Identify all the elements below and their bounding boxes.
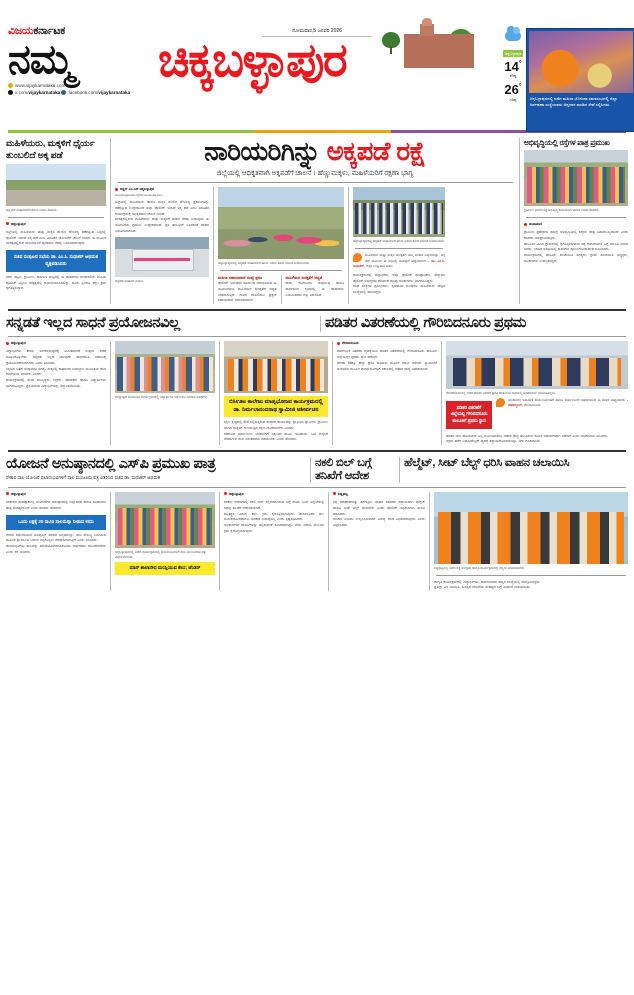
divider (355, 248, 443, 249)
s2-column-1 (6, 341, 106, 445)
website-url: www.vijaykarnataka.com (15, 82, 66, 88)
max-temperature: 26° (504, 82, 522, 98)
column-divider (429, 492, 430, 591)
weather-badge: ಚಿಕ್ಕಬಳ್ಳಾಪುರ (504, 51, 522, 56)
lead-left-headline: ಮಹಿಳೆಯರು, ಮಕ್ಕಳಿಗೆ ಧೈರ್ಯ ತುಂಬಲಿದೆ ಅಕ್ಕ ಪಡೆ (6, 138, 95, 160)
subhead-1: ಮಹಿಳಾ ಸಹಾಯವಾಣಿ ಸಂಖ್ಯೆ ಪ್ರಕಟ (218, 276, 263, 281)
divider (8, 336, 626, 337)
main-photo (218, 187, 344, 259)
column-divider (519, 138, 520, 304)
lead-left-photo (6, 164, 106, 206)
fort-dome (422, 18, 432, 26)
divider (8, 217, 104, 218)
s2-col3-body-2: ಶೇಕಡಾ 98ಕ್ಕೂ ಹೆಚ್ಚು ಪ್ರಗತಿ ಸಾಧಿಸುವ ಮೂಲಕ ಗಮನ ಸೆಳೆದಿದೆ. ನ್ಯಾಯಬೆಲೆ ಅಂಗಡಿಗಳ ಮೂಲಕ ಫಲಾನುಭವಿಗಳಿಗೆ ಸಕಾಲದಲ್ಲಿ ಆಹಾರ ಧಾನ್ಯ ವಿತರಿಸಲಾಗಿದೆ. (337, 360, 437, 371)
s3-photo-1 (115, 492, 215, 548)
lead-right-photo-caption: ಗ್ರಾಮೀಣ ಭಾಗದ ರಸ್ತೆ ಅಭಿವೃದ್ಧಿ ಕಾಮಗಾರಿಗೆ ಚಾಲನೆ ನೀಡಿದ ಶಾಸಕರು. (524, 208, 600, 213)
weather-widget (500, 28, 526, 107)
s2-col3-body-1: ಸಾರ್ವಜನಿಕ ವಿತರಣಾ ವ್ಯವಸ್ಥೆಯಡಿ ಪಡಿತರ ವಿತರಣೆಯಲ್ಲಿ ಗೌರಿಬಿದನೂರು ತಾಲೂಕು ಜಿಲ್ಲೆಯಲ್ಲೇ ಪ್ರಥಮ ಸ್ಥಾನ ಪಡೆದಿದೆ. (337, 349, 437, 360)
column-divider (310, 457, 311, 483)
column-divider (348, 187, 349, 304)
min-temperature-label: ಕನಿಷ್ಠ (509, 74, 517, 79)
s3-col2-body-2: ತಪ್ಪಿತಸ್ಥರ ವಿರುದ್ಧ ಕಠಿಣ ಕ್ರಮ ಕೈಗೊಳ್ಳಲಾಗುವುದು. ಸಾರ್ವಜನಿಕರ ಹಣ ದುರುಪಯೋಗವಾಗಲು ಅವಕಾಶ ನೀಡುವುದಿಲ್ಲ ಎಂದು ಸ್ಪಷ್ಟಪಡಿಸಿದರು. (224, 511, 324, 522)
bullet-icon (337, 342, 340, 345)
section-two-headline-left: ಸನ್ನಡತೆ ಇಲ್ಲದ ಸಾಧನೆ ಪ್ರಯೋಜನವಿಲ್ಲ (6, 315, 180, 332)
s2-photo-left (115, 341, 215, 393)
lead-quote-text: ಮಹಿಳೆಯರ ಮತ್ತು ಮಕ್ಕಳ ಸುರಕ್ಷತೆಗೆ ನಮ್ಮ ಸರಕಾರ ಬದ್ಧವಾಗಿದ್ದು, ಅಕ್ಕ ಪಡೆ ಯೋಜನೆ ಈ ನಿಟ್ಟಿನಲ್ಲಿ ಮಹತ್ವದ ಹೆಜ್ಜೆಯಾಗಿದೆ. (365, 253, 445, 263)
s2-col5-split (446, 398, 628, 432)
s3-column-1 (6, 492, 106, 591)
ambulance-photo (115, 237, 209, 277)
lead-col3b (286, 275, 345, 304)
column-divider (320, 316, 321, 332)
lead-col4-body-2: ಸಂಘ ಸಂಸ್ಥೆಗಳ ಪ್ರತಿನಿಧಿಗಳು, ಸ್ವಸಹಾಯ ಗುಂಪುಗಳ ಮಹಿಳೆಯರು ಹೆಚ್ಚಿನ ಸಂಖ್ಯೆಯಲ್ಲಿ ಹಾಜರಿದ್ದರು. (353, 284, 445, 295)
section-three-headlines (6, 457, 628, 483)
s3-col4-body-2: ಪ್ರತಿಜ್ಞಾ ವಿಧಿ ಬೋಧಿಸಿ, ಸುರಕ್ಷಿತ ಚಾಲನೆಯ ಮಹತ್ವದ ಬಗ್ಗೆ ತಿಳಿವಳಿಕೆ ನೀಡಲಾಯಿತು. (434, 585, 531, 590)
tree-icon (382, 32, 400, 48)
column-divider (213, 187, 214, 304)
bullet-icon (333, 492, 336, 495)
s3-col3-body-2: ಸಂಚಾರಿ ನಿಯಮ ಉಲ್ಲಂಘಿಸುವವರ ವಿರುದ್ಧ ದಂಡ ವಿಧಿಸಲಾಗುವುದು ಎಂದು ಎಚ್ಚರಿಸಿದರು. (333, 517, 425, 528)
s3-subheadline-1: ನೇಕಾರ ಸಾಲ ಯೋಜನೆ ಫಲಾನುಭವಿಗಳಿಗೆ ಸಾಲ ಮಂಜೂರು ಪತ್ರ ವಿತರಿಸಿದ ಸಚಿವ ಡಾ. ಸುಧಾಕರ್ ಅಭಿಮತ (6, 475, 161, 481)
lead-right-body-1: ಗ್ರಾಮೀಣ ಪ್ರದೇಶಗಳ ಸಮಗ್ರ ಅಭಿವೃದ್ಧಿಯಲ್ಲಿ ರಸ್ತೆಗಳ ಪಾತ್ರ ಬಹುಮುಖ್ಯವಾಗಿದೆ ಎಂದು ಶಾಸಕರು ಅಭಿಪ್ರಾಯಪಟ್ಟರು. (524, 230, 628, 240)
s3-byline-1: ಚಿಕ್ಕಬಳ್ಳಾಪುರ (6, 492, 106, 497)
s3-col2-body-1: ಸರಕಾರಿ ಕಚೇರಿಗಳಲ್ಲಿ ನಕಲಿ ಬಿಲ್ ಸಲ್ಲಿಕೆಯಾಗಿರುವ ಬಗ್ಗೆ ದೂರು ಬಂದ ಹಿನ್ನೆಲೆಯಲ್ಲಿ ಸಮಗ್ರ ತನಿಖೆಗೆ ಆದೇಶಿಸಲಾಗಿದೆ. (224, 500, 324, 510)
s3-col1-body-1: ಸರಕಾರದ ಮಹತ್ವಾಕಾಂಕ್ಷಿ ಯೋಜನೆಗಳ ಅನುಷ್ಠಾನದಲ್ಲಿ ಜಿಲ್ಲಾಡಳಿತ ಹಾಗೂ ಅಧಿಕಾರಿಗಳ ಪಾತ್ರ ಮಹತ್ವದ್ದಾಗಿದೆ ಎಂದು ಸಚಿವರು ಹೇಳಿದರು. (6, 500, 106, 510)
s3-byline-2: ಚಿಕ್ಕಬಳ್ಳಾಪುರ (224, 492, 324, 497)
s3-headline-2: ನಕಲಿ ಬಿಲ್ ಬಗ್ಗೆ ತನಿಖೆಗೆ ಆದೇಶ (315, 457, 372, 483)
bullet-icon (224, 492, 227, 495)
s3-column-3 (224, 492, 324, 591)
subhead-2: ಮಹಿಳೆಯರ ಸುರಕ್ಷತೆಗೆ ಆದ್ಯತೆ (285, 276, 322, 281)
lead-right-photo (524, 150, 628, 206)
s2-col1-body-3: ಕಾರ್ಯಕ್ರಮದಲ್ಲಿ ಶಾಲಾ ಮುಖ್ಯಸ್ಥರು, ಶಿಕ್ಷಕರು, ಪೋಷಕರು ಹಾಗೂ ವಿದ್ಯಾರ್ಥಿಗಳು ಭಾಗವಹಿಸಿದ್ದರು. ಪ್ರತಿಭಾವಂತ ವಿದ್ಯಾರ್ಥಿಗಳನ್ನು ಸನ್ಮಾನಿಸಲಾಯಿತು. (6, 378, 106, 388)
publisher-name-prefix: ವಿಜಯ (8, 25, 34, 37)
masthead-photo-card (526, 28, 634, 132)
section-lead (6, 138, 628, 304)
s3-column-4 (333, 492, 425, 591)
s2-photo-mid (224, 341, 328, 393)
lead-quote-role: ಜಿಲ್ಲಾ ಉಸ್ತುವಾರಿ ಸಚಿವ (366, 264, 393, 269)
lead-col3a (218, 275, 277, 304)
column-divider (110, 492, 111, 591)
section-two (6, 316, 628, 445)
march-photo-caption: ಚಿಕ್ಕಬಳ್ಳಾಪುರದಲ್ಲಿ ಅಕ್ಕಪಡೆ ವಾಹನಗಳಿಗೆ ಹಸಿರು ನಿಶಾನೆ ತೋರಿ ಚಾಲನೆ ನೀಡಲಾಯಿತು. (353, 239, 445, 244)
twitter-icon (8, 90, 13, 95)
s3-column-5 (434, 492, 628, 591)
s3-col3-body-1: ರಸ್ತೆ ಅಪಘಾತಗಳನ್ನು ತಡೆಗಟ್ಟಲು ವಾಹನ ಸವಾರರು ಕಡ್ಡಾಯವಾಗಿ ಹೆಲ್ಮೆಟ್ ಹಾಗೂ ಸೀಟ್ ಬೆಲ್ಟ್ ಧರಿಸಬೇಕು ಎಂದು ಪೊಲೀಸ್ ಅಧಿಕಾರಿಗಳು ಮನವಿ ಮಾಡಿದರು. (333, 500, 425, 516)
main-photo-caption: ಚಿಕ್ಕಬಳ್ಳಾಪುರದಲ್ಲಿ ಅಕ್ಕಪಡೆ ವಾಹನಗಳಿಗೆ ಹಸಿರು ನಿಶಾನೆ ತೋರಿ ಚಾಲನೆ ನೀಡಲಾಯಿತು. (218, 261, 310, 266)
main-headline-part1: ನಾರಿಯರಿಗಿನ್ನು (204, 136, 321, 166)
s2-col5a (446, 398, 492, 432)
s3-column-2 (115, 492, 215, 591)
s3-byline-3: ಶಿಡ್ಲಘಟ್ಟ (333, 492, 425, 497)
column-divider (110, 341, 111, 445)
s2-col2-body-1: ಶಿಕ್ಷಣ ಕ್ಷೇತ್ರದಲ್ಲಿ ಸೇವೆ ಸಲ್ಲಿಸುತ್ತಿರುವ ಸಂಸ್ಥೆಗಳ ಕಾರ್ಯವನ್ನು ಶ್ಲಾಘಿಸಿದ ಸ್ವಾಮೀಜಿ, ಗ್ರಾಮೀಣ ಭಾಗದ ಮಕ್ಕಳಿಗೆ ಗುಣಮಟ್ಟದ ಶಿಕ್ಷಣ ದೊರೆಯಬೇಕು ಎಂದರು. (224, 420, 328, 430)
masthead-photo (529, 31, 633, 93)
section-two-headline-left-wrap (6, 316, 316, 332)
edition-title-black: ನಮ್ಮ (8, 36, 74, 82)
publication-date: ಸೋಮವಾರ,5 ಜನವರಿ 2026 (262, 28, 372, 37)
s2-col1-body-1: ವಿದ್ಯಾರ್ಥಿಗಳು ಕೇವಲ ಅಂಕಗಳಿಸುವುದಕ್ಕೆ ಸೀಮಿತವಾಗದೆ ಉತ್ತಮ ನಡತೆ ರೂಢಿಸಿಕೊಳ್ಳಬೇಕು. ಸನ್ನಡತೆ ಇಲ್ಲದ ಯಾವುದೇ ಸಾಧನೆಯೂ ಸಮಾಜಕ್ಕೆ ಪ್ರಯೋಜನಕಾರಿಯಾಗದು ಎಂದು ತಿಳಿಸಿದರು. (6, 349, 106, 365)
s3-col2-body-3: ಅಧಿಕಾರಿಗಳಿಗೆ ದಾಖಲೆಗಳನ್ನು ಸಲ್ಲಿಸುವಂತೆ ಸೂಚಿಸಲಾಗಿದ್ದು, ವರದಿ ಆಧರಿಸಿ ಮುಂದಿನ ಕ್ರಮ ಕೈಗೊಳ್ಳಲಾಗುವುದು. (224, 523, 324, 533)
s2-quote (496, 398, 628, 409)
max-temperature-label: ಗರಿಷ್ಠ (509, 97, 517, 102)
s3-headline-1-wrap (6, 457, 306, 483)
quote-icon (353, 253, 362, 262)
main-body-2: ಸಂಕಷ್ಟದಲ್ಲಿರುವ ಮಹಿಳೆಯರು ಮತ್ತು ಮಕ್ಕಳಿಗೆ ತುರ್ತು ನೆರವು ನೀಡುವುದು ಈ ಯೋಜನೆಯ ಪ್ರಮುಖ ಉದ್ದೇಶವಾಗಿದೆ. ಪ್ರತಿ ತಾಲೂಕಿಗೆ ಒಂದರಂತೆ ವಾಹನ ನಿಯೋಜಿಸಲಾಗಿದೆ. (115, 217, 209, 233)
publisher-name-suffix: ಕರ್ನಾಟಕ (33, 25, 65, 37)
bullet-icon (6, 342, 9, 345)
main-subheadline: ಜಿಲ್ಲೆಯಲ್ಲಿ ಆಧಿಕೃತವಾಗಿ ಅಕ್ಕಪಡೆಗೆ ಚಾಲನೆ । ಹೆಣ್ಣುಮಕ್ಕಳು, ಮಹಿಳೆಯರಿಗೆ ರಕ್ಷಣಾ ಭಾಗ್ಯ (216, 168, 414, 178)
s3-photo-3-caption: ಶಿಡ್ಲಘಟ್ಟದಲ್ಲಿ ನಡೆದ ರಸ್ತೆ ಸುರಕ್ಷತಾ ಜಾಗೃತಿ ಕಾರ್ಯಕ್ರಮದಲ್ಲಿ ಗಣ್ಯರು ಮಾತನಾಡಿದರು. (434, 565, 526, 570)
s3-mid-subhead: ಮಾಸ್ ಶಾಲಾಸೌಧ ದುರಸ್ತಿಯುವ ಕೆಲಸ; ಟೆಂಡರ್ (115, 562, 215, 574)
section-two-headline-right: ಪಡಿತರ ವಿತರಣೆಯಲ್ಲಿ ಗೌರಿಬಿದನೂರು ಪ್ರಥಮ (325, 315, 527, 332)
s3-col1-body-2: ನೇಕಾರ ಸಮುದಾಯದ ಅಭಿವೃದ್ಧಿಗೆ ಸರಕಾರ ಬದ್ಧವಾಗಿದ್ದು, ಸಾಲ ಸೌಲಭ್ಯ ಒದಗಿಸುವ ಮೂಲಕ ಸ್ವಾವಲಂಬಿ ಬದುಕು ಕಟ್ಟಿಕೊಳ್ಳಲು ನೆರವಾಗಲಾಗುತ್ತಿದೆ ಎಂದು ತಿಳಿಸಿದರು. (6, 532, 106, 543)
facebook-url: facebook.com/ (68, 89, 99, 95)
section-two-headlines (6, 316, 628, 332)
lead-column-right (524, 138, 628, 304)
ambulance-photo-caption: ಅಕ್ಕಪಡೆ ವಾಹನದ ನೋಟ. (115, 279, 144, 284)
bullet-icon (524, 223, 527, 226)
s2-photo-left-caption: ಮಧ್ಯಾಹ್ನದ ಬಿಸಿಯೂಟ ಕಾರ್ಯಕ್ರಮದಲ್ಲಿ ವಿದ್ಯಾರ್ಥಿಗಳ ಜತೆ ಊಟ ಮಾಡಿದ ಅತಿಥಿಗಳು. (115, 395, 209, 400)
s2-yellow-callout: ಬಿಸಿಊಟ ಕಾಲೇಜು ಮಾತೃಭೋಜನ ಕಾರ್ಯಕ್ರಮದಲ್ಲಿ ಡಾ. ನಿರ್ಮಲಾನಂದನಾಥ ಸ್ವಾಮೀಜಿ ಆಶೀರ್ವಚನ (224, 396, 328, 417)
march-photo (353, 187, 445, 237)
s2-col4-body-2: ಅಕ್ರಮ ತಡೆಗೆ ಬಯೋಮೆಟ್ರಿಕ್ ವ್ಯವಸ್ಥೆ ಕಡ್ಡಾಯಗೊಳಿಸಲಾಗಿದ್ದು, ನಿಗಾ ವಹಿಸಲಾಗಿದೆ. (446, 439, 541, 444)
facebook-handle: vijaykarnataka (98, 89, 131, 95)
bullet-icon (6, 222, 9, 225)
s3-headline-3: ಹೆಲ್ಮೆಟ್, ಸೀಟ್ ಬೆಲ್ಟ್ ಧರಿಸಿ ವಾಹನ ಚಲಾಯಿಸಿ (404, 457, 570, 470)
s2-quote-text: ಅಧಿಕಾರಿಗಳ ಸಮರ್ಪಕ ಕಾರ್ಯನಿರ್ವಹಣೆ ಹಾಗೂ ಸಾರ್ವಜನಿಕರ ಸಹಕಾರದಿಂದ ಈ ಸಾಧನೆ ಸಾಧ್ಯವಾಗಿದೆ. (508, 397, 626, 402)
lead-column-1 (6, 138, 106, 304)
lead-col4-body-1: ಕಾರ್ಯಕ್ರಮದಲ್ಲಿ ಜಿಲ್ಲಾಧಿಕಾರಿ, ಜಿಲ್ಲಾ ಪೊಲೀಸ್ ವರಿಷ್ಠಾಧಿಕಾರಿ, ಹೆಚ್ಚುವರಿ ಪೊಲೀಸ್ ಅಧೀಕ್ಷಕರು ಸೇರಿದಂತೆ ಹಲವು ಅಧಿಕಾರಿಗಳು ಭಾಗವಹಿಸಿದ್ದರು. (353, 272, 445, 283)
column-divider (219, 492, 220, 591)
section-two-columns (6, 341, 628, 445)
divider (117, 182, 513, 183)
column-divider (441, 341, 442, 445)
main-headline (115, 138, 515, 165)
s2-col4-body-1: ಪಡಿತರ ಚೀಟಿ ಹೊಂದಿರುವ ಎಲ್ಲ ಕುಟುಂಬಗಳಿಗೂ ಆಹಾರ ಧಾನ್ಯ ತಲುಪಿಸುವ ಕಾರ್ಯ ಸಮರ್ಪಕವಾಗಿ ನಡೆದಿದೆ ಎಂದು ಅಧಿಕಾರಿಗಳು ತಿಳಿಸಿದರು. (446, 433, 609, 438)
s3-photo-1-caption: ಚಿಕ್ಕಬಳ್ಳಾಪುರದಲ್ಲಿ ನಡೆದ ಕಾರ್ಯಕ್ರಮದಲ್ಲಿ ಫಲಾನುಭವಿಗಳಿಗೆ ಸಾಲ ಮಂಜೂರಾತಿ ಪತ್ರ ವಿತರಿಸಲಾಯಿತು. (115, 549, 206, 559)
facebook-icon (61, 90, 66, 95)
divider (526, 217, 626, 218)
lead-col3-split (218, 275, 344, 304)
section-three (6, 457, 628, 591)
lead-column-2 (115, 187, 209, 304)
section-two-headline-right-wrap (325, 316, 628, 332)
s2-column-5 (446, 341, 628, 445)
column-divider (332, 341, 333, 445)
column-divider (399, 457, 400, 483)
lead-col3-body-1: ಪೊಲೀಸ್ ಇಲಾಖೆಯ ವತಿಯಿಂದ ಆರಂಭಿಸಿರುವ ಈ ಯೋಜನೆಯಡಿ ಮಹಿಳೆಯರ ಸುರಕ್ಷತೆಗೆ ಆದ್ಯತೆ ನೀಡಲಾಗುತ್ತಿದೆ. ದೂರು ದಾಖಲಿಸಲು ಪ್ರತ್ಯೇಕ ಸಹಾಯವಾಣಿ ಆರಂಭಿಸಲಾಗಿದೆ. (218, 281, 277, 303)
s2-byline-left: ಚಿಕ್ಕಬಳ್ಳಾಪುರ (6, 341, 106, 346)
lead-right-body-2: ತಾಲೂಕಿನ ವಿವಿಧ ಗ್ರಾಮಗಳಲ್ಲಿ ಕೈಗೊಳ್ಳಲಾಗಿರುವ ರಸ್ತೆ ಕಾಮಗಾರಿಗಳ ಬಗ್ಗೆ ಮಾಹಿತಿ ನೀಡಿದ ಅವರು, ನಿಗದಿತ ಅವಧಿಯಲ್ಲಿ ಕಾಮಗಾರಿ ಪೂರ್ಣಗೊಳಿಸುವಂತೆ ಸೂಚಿಸಿದರು. (524, 241, 628, 252)
s2-red-callout: ಪಡಿತರ ವಿತರಣೆಗೆ ಜಿಲ್ಲೆಯಲ್ಲಿ ಗೌರಿಬಿದನೂರು ತಾಲೂಕಿಗೆ ಪ್ರಥಮ ಸ್ಥಾನ (446, 401, 492, 429)
s3-headline-1: ಯೋಜನೆ ಅನುಷ್ಠಾನದಲ್ಲಿ ಎಸ್‌ಪಿ ಪ್ರಮುಖ ಪಾತ್ರ (6, 456, 216, 473)
bullet-icon (115, 188, 118, 191)
cloud-icon (505, 30, 521, 41)
lead-main-columns (115, 187, 515, 304)
s2-byline-right: ಗೌರಿಬಿದನೂರು (337, 341, 437, 346)
s2-photo-right (446, 341, 628, 389)
s3-headline-2-wrap (315, 457, 395, 483)
min-temperature: 14° (504, 59, 522, 74)
lead-left-byline: ಚಿಕ್ಕಬಳ್ಳಾಪುರ (6, 222, 106, 227)
lead-main (115, 138, 515, 304)
s2-col2-body-2: ಸಮಾಜದ ಸರ್ವಾಂಗೀಣ ಬೆಳವಣಿಗೆಗೆ ಶಿಕ್ಷಣವೇ ಮೂಲ ಅಡಿಪಾಯ. ಬಡ ಮಕ್ಕಳಿಗೆ ನೆರವಾಗುವ ಕೆಲಸ ನಿರಂತರವಾಗಿ ನಡೆಯಬೇಕು ಎಂದು ಹೇಳಿದರು. (224, 431, 328, 442)
section-three-columns (6, 492, 628, 591)
main-headline-part2: ಅಕ್ಕಪಡೆ ರಕ್ಷೆ (326, 136, 426, 166)
s3-blue-callout: ಒಂದು ಲಕ್ಷಕ್ಕೆ 20 ಸಾವಿರ ಸಾಲಮನ್ನಾ ನೀಡುವ ಕನಸು (6, 515, 106, 530)
edition-title-red: ಚಿಕ್ಕಬಳ್ಳಾಪುರ (158, 33, 347, 86)
section-divider (8, 450, 626, 452)
divider (8, 487, 626, 488)
lead-right-byline: ಚಿಂತಾಮಣಿ (524, 222, 628, 227)
main-byline-email: chandragowda.c@timesofindia.com (115, 192, 163, 197)
divider (436, 575, 626, 576)
lead-column-4 (353, 187, 445, 304)
s2-col5b (496, 398, 628, 432)
s2-column-4 (337, 341, 437, 445)
s2-column-2 (115, 341, 215, 445)
masthead-photo-caption: ಚಿಕ್ಕಬಳ್ಳಾಪುರದಲ್ಲಿ ನಡೆದ ಮಹಿಳಾ ಭೋಜನಾ ಸಮಾರಂಭದಲ್ಲಿ ಜಿಲ್ಲಾ ನಿರ್ವಹಣಾ ಸಂಸ್ಥೆಯವರು ಅನ್ನದಾನ ಮಾಡಿದ ಸೇವೆ ಸಲ್ಲಿಸಿದರು. (530, 96, 618, 107)
section-divider (8, 309, 626, 311)
social-line[interactable] (8, 90, 258, 97)
s2-col1-body-2: ಶಿಕ್ಷಣದ ಜತೆಗೆ ಸಂಸ್ಕಾರವೂ ಅಗತ್ಯ. ಮಕ್ಕಳಲ್ಲಿ ಸಾಮಾಜಿಕ ಜವಾಬ್ದಾರಿ ಮೂಡಿಸುವ ಕೆಲಸ ಶಾಲೆಗಳಿಂದ ಆಗಬೇಕು ಎಂದರು. (6, 366, 106, 377)
quote-icon (496, 398, 505, 407)
fort-illustration (376, 26, 486, 70)
lead-left-body-2: ನಗರ, ಪಟ್ಟಣ, ಗ್ರಾಮೀಣ, ಹೋಬಳಿ ಮಟ್ಟದಲ್ಲಿ ಈ ವಾಹನಗಳು ಸಂಚರಿಸಲಿವೆ. ಮಹಿಳಾ ಪೊಲೀಸ್ ಸಿಬ್ಬಂದಿ ನೇತೃತ್ವದಲ್ಲಿ ಕಾರ್ಯನಿರ್ವಹಿಸಲಿದ್ದು, ದೂರು ಸ್ವೀಕರಿಸಿ ತಕ್ಷಣ ಕ್ರಮ ಕೈಗೊಳ್ಳಲಿದ್ದಾರೆ. (6, 275, 106, 291)
s2-column-3 (224, 341, 328, 445)
main-byline: ಕಣ್ಣನ್ ಎಂ.ಎಸ್ ಚಿಕ್ಕಬಳ್ಳಾಪುರ chandragowda.c@timesofindia.com (115, 187, 209, 197)
lead-quote (353, 253, 445, 270)
s3-headline-3-wrap (404, 457, 628, 483)
globe-icon (8, 83, 13, 88)
twitter-url: x.com/ (15, 89, 29, 95)
lead-left-photo-caption: ಅಕ್ಕ ಪಡೆ ವಾಹನಗಳಿಗೆ ಚಾಲನೆ ನೀಡಿದ ಸಚಿವರು. (6, 208, 58, 212)
lead-right-headline: ಅಭಿವೃದ್ಧಿಯಲ್ಲಿ ರಸ್ತೆಗಳ ಪಾತ್ರ ಪ್ರಮುಖ (524, 138, 610, 147)
main-body-1: ಜಿಲ್ಲೆಯಲ್ಲಿ ಮಹಿಳೆಯರು ಹಾಗೂ ಮಕ್ಕಳ ಮೇಲಿನ ದೌರ್ಜನ್ಯ ಪ್ರಕರಣಗಳನ್ನು ತಡೆಗಟ್ಟುವ ಉದ್ದೇಶದಿಂದ ಜಿಲ್ಲಾ ಪೊಲೀಸ್ ಇಲಾಖೆ ಅಕ್ಕ ಪಡೆ ಎಂಬ ವಿನೂತನ ಕಾರ್ಯಕ್ರಮಕ್ಕೆ ಅಧಿಕೃತವಾಗಿ ಚಾಲನೆ ನೀಡಿದೆ. (115, 200, 209, 216)
lead-quote-author: - ಡಾ. ಎಂ.ಸಿ. ಸುಧಾಕರ್, (353, 258, 445, 269)
column-divider (110, 138, 111, 304)
column-divider (281, 275, 282, 304)
lead-column-3 (218, 187, 344, 304)
s2-photo-right-caption: ಗೌರಿಬಿದನೂರಿನಲ್ಲಿ ನಡೆದ ಪಡಿತರ ವಿತರಣೆ ಪ್ರಗತಿ ಪರಿಶೀಲನಾ ಸಭೆಯಲ್ಲಿ ಅಧಿಕಾರಿಗಳು ಭಾಗವಹಿಸಿದ್ದರು. (446, 391, 556, 396)
masthead (6, 26, 628, 126)
lead-left-callout-box: ಸಚಿವ ಸಂಪುಟದ ಸಭೆಯ ಡಾ. ಎಂ.ಸಿ. ಸುಧಾಕರ್ ಅಭಿಮತ ವ್ಯಕ್ತಪಡಿಸಿದರು (6, 250, 106, 272)
lead-left-body-1: ಜಿಲ್ಲೆಯಲ್ಲಿ ಮಹಿಳೆಯರು ಮತ್ತು ಮಕ್ಕಳ ಮೇಲಿನ ದೌರ್ಜನ್ಯ ತಡೆಗಟ್ಟುವ ನಿಟ್ಟಿನಲ್ಲಿ ಪೊಲೀಸ್ ಇಲಾಖೆ ಅಕ್ಕ ಪಡೆ ಎಂಬ ವಿನೂತನ ಯೋಜನೆಗೆ ಚಾಲನೆ ನೀಡಿದೆ. ಈ ಮೂಲಕ ಸಂಕಷ್ಟದಲ್ಲಿರುವ ಮಹಿಳೆಯರಿಗೆ ತ್ವರಿತವಾಗಿ ನೆರವು ಒದಗಿಸಲಾಗುವುದು. (6, 230, 106, 246)
s3-photo-3 (434, 492, 628, 564)
fort-shape (404, 34, 474, 68)
s2-quote-author: - ತಹಶೀಲ್ದಾರ್, (508, 397, 628, 408)
s3-col1-body-3: ಫಲಾನುಭವಿಗಳು ಸಾಲವನ್ನು ಸದುಪಯೋಗಪಡಿಸಿಕೊಂಡು ಆರ್ಥಿಕವಾಗಿ ಸಬಲರಾಗಬೇಕು ಎಂದು ಕರೆ ನೀಡಿದರು. (6, 543, 106, 554)
twitter-handle: vijaykarnataka (28, 89, 61, 95)
column-divider (328, 492, 329, 591)
lead-col3-body-2: ಶಾಲಾ ಕಾಲೇಜುಗಳ ಸುತ್ತಮುತ್ತ ಹಾಗೂ ಸಾರ್ವಜನಿಕ ಸ್ಥಳಗಳಲ್ಲಿ ಈ ವಾಹನಗಳು ನಿಯಮಿತವಾಗಿ ಗಸ್ತು ತಿರುಗಲಿವೆ. (285, 281, 344, 297)
divider (220, 270, 342, 271)
bullet-icon (6, 492, 9, 495)
s3-col4-body-1: ಜಾಗೃತಿ ಕಾರ್ಯಕ್ರಮದಲ್ಲಿ ವಿದ್ಯಾರ್ಥಿಗಳು, ಸಾರ್ವಜನಿಕರು ಹೆಚ್ಚಿನ ಸಂಖ್ಯೆಯಲ್ಲಿ ಪಾಲ್ಗೊಂಡಿದ್ದರು. (434, 579, 541, 584)
column-divider (219, 341, 220, 445)
s2-quote-role: ಗೌರಿಬಿದನೂರು (523, 403, 541, 408)
lead-right-body-3: ಕಾರ್ಯಕ್ರಮದಲ್ಲಿ ತಾಲೂಕು ಪಂಚಾಯಿತಿ ಸದಸ್ಯರು, ಗ್ರಾಮ ಪಂಚಾಯಿತಿ ಅಧ್ಯಕ್ಷರು, ಅಧಿಕಾರಿಗಳು ಉಪಸ್ಥಿತರಿದ್ದರು. (524, 253, 628, 263)
